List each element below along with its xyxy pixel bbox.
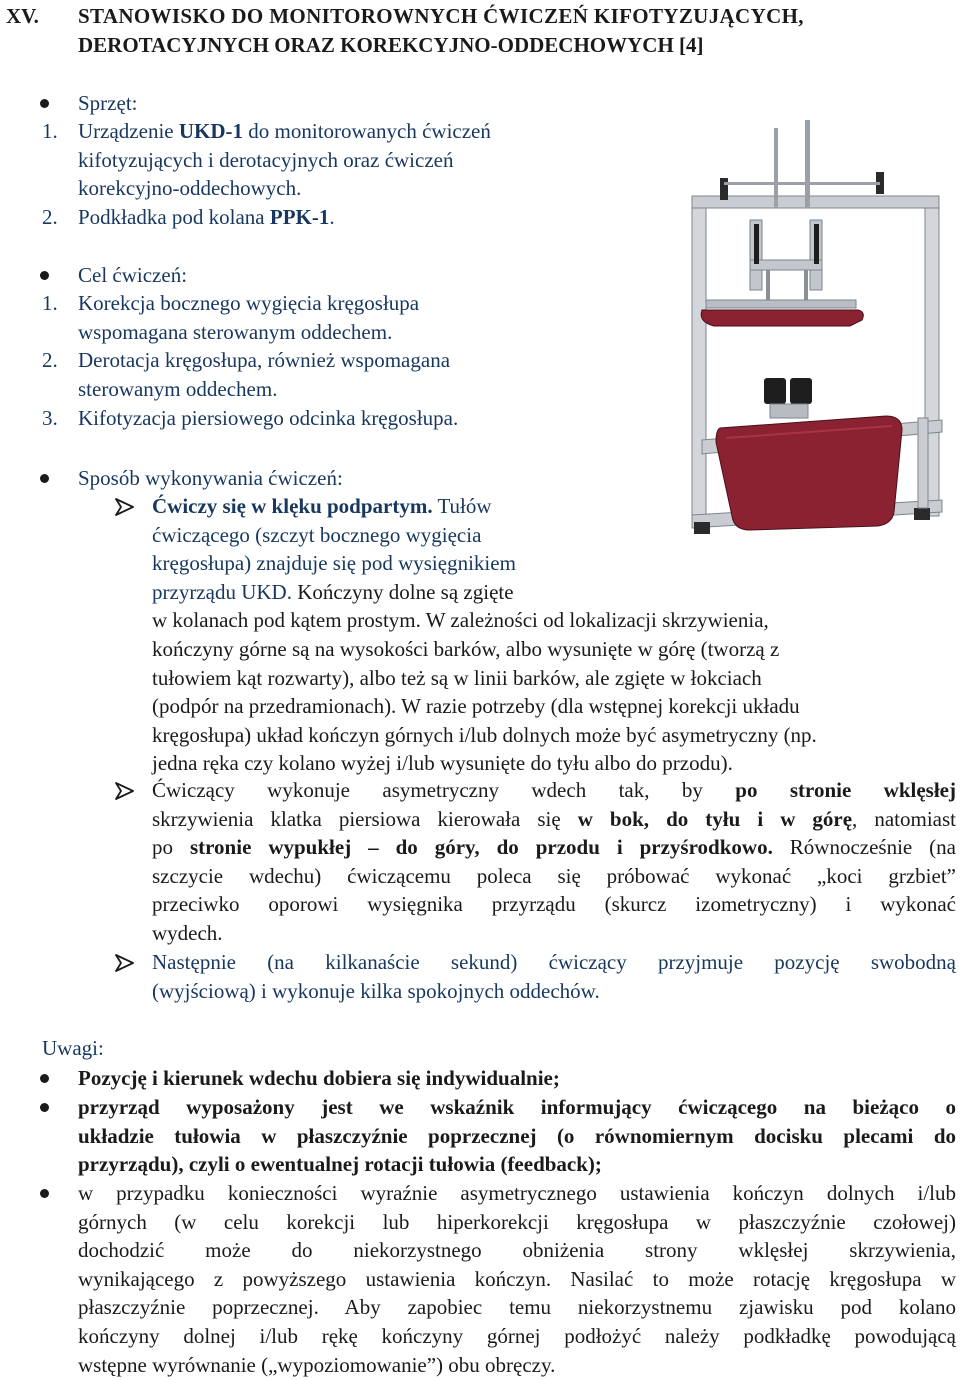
goal-item-3: Kifotyzacja piersiowego odcinka kręgosłupa. (78, 406, 459, 430)
goal-item-2: Derotacja kręgosłupa, również wspomagana sterowanym oddechem. (78, 348, 451, 401)
title-line-2: DEROTACYJNYCH ORAZ KOREKCYJNO-ODDECHOWYCH [4] (78, 32, 704, 57)
goal-item-3-number: 3. (42, 406, 58, 430)
title-line-1: STANOWISKO DO MONITOROWNYCH ĆWICZEŃ KIFOTYZUJĄCYCH, (78, 4, 804, 28)
arrowhead-bullet-icon (114, 780, 136, 802)
equipment-item-2-number: 2. (42, 205, 58, 229)
bullet-dot-icon (40, 1103, 49, 1112)
bullet-dot-icon (40, 1189, 49, 1198)
bullet-dot-icon (40, 99, 49, 108)
bullet-dot-icon (40, 271, 49, 280)
arrowhead-bullet-icon (114, 952, 136, 974)
goal-item-1: Korekcja bocznego wygięcia kręgosłupa wspomagana sterowanym oddechem. (78, 291, 420, 344)
equipment-item-1: Urządzenie UKD-1 do monitorowanych ćwiczeń kifotyzujących i derotacyjnych oraz ćwiczeń korekcyjno-oddechowych. (78, 119, 491, 201)
equipment-item-2: Podkładka pod kolana PPK-1. (78, 205, 335, 229)
method-paragraph-1: Ćwiczy się w klęku podpartym. Tułów ćwiczącego (szczyt bocznego wygięcia kręgosłupa) znajduje się pod wysięgnikiem przyrządu UKD. Kończyny dolne są zgięte w kolanach pod kątem prostym. W zależności od lokalizacji skrzywienia, kończyny górne są na wysokości barków, albo wysunięte w górę (tworzą z tułowiem kąt rozwarty), albo też są w linii barków, ale zgięte w łokciach (podpór na przedramionach). W razie potrzeby (dla wstępnej korekcji układu kręgosłupa) układ kończyn górnych i/lub dolnych może być asymetryczny (np. jedna ręka czy kolano wyżej i/lub wysunięte do tyłu albo do przodu). (152, 494, 817, 776)
notes-heading: Uwagi: (42, 1036, 104, 1060)
method-heading: Sposób wykonywania ćwiczeń: (78, 466, 343, 490)
goal-heading: Cel ćwiczeń: (78, 263, 188, 287)
equipment-item-1-number: 1. (42, 119, 58, 143)
note-3: w przypadku konieczności wyraźnie asymetrycznego ustawienia kończyn dolnych i/lub górnych (w celu korekcji lub hiperkorekcji kręgosłupa w płaszczyźnie czołowej) dochodzić może do niekorzystnego obniżenia strony wklęsłej skrzywienia, wynikającego z powyższego ustawienia kończyn. Nasilać to może rotację kręgosłupa w płaszczyźnie poprzecznej. Aby zapobiec temu niekorzystnemu zjawisku pod kolano kończyny dolnej i/lub rękę kończyny górnej podłożyć należy podkładkę powodującą wstępne wyrównanie („wypoziomowanie”) obu obręczy. (78, 1181, 956, 1377)
bullet-dot-icon (40, 474, 49, 483)
method-paragraph-3: Następnie (na kilkanaście sekund) ćwiczący przyjmuje pozycję swobodną (wyjściową) i wykonuje kilka spokojnych oddechów. (152, 950, 956, 1003)
bullet-dot-icon (40, 1074, 49, 1083)
note-1: Pozycję i kierunek wdechu dobiera się indywidualnie; (78, 1066, 560, 1090)
method-paragraph-2: Ćwiczący wykonuje asymetryczny wdech tak, by po stronie wklęsłej skrzywienia klatka piersiowa kierowała się w bok, do tyłu i w górę, natomiast po stronie wypukłej – do góry, do przodu i przyśrodkowo. Równocześnie (na szczycie wdechu) ćwiczącemu poleca się próbować wykonać „koci grzbiet” przeciwko oporowi wysięgnika przyrządu (skurcz izometryczny) i wykonać wydech. (152, 778, 956, 945)
section-number: XV. (6, 4, 39, 28)
arrowhead-bullet-icon (114, 496, 136, 518)
note-2: przyrząd wyposażony jest we wskaźnik informujący ćwiczącego na bieżąco o układzie tułowia w płaszczyźnie poprzecznej (o równomiernym docisku plecami do przyrządu), czyli o ewentualnej rotacji tułowia (feedback); (78, 1095, 956, 1177)
equipment-heading: Sprzęt: (78, 91, 138, 115)
ukd-device-photo (680, 120, 950, 545)
goal-item-2-number: 2. (42, 348, 58, 372)
section-title (78, 2, 958, 59)
goal-item-1-number: 1. (42, 291, 58, 315)
